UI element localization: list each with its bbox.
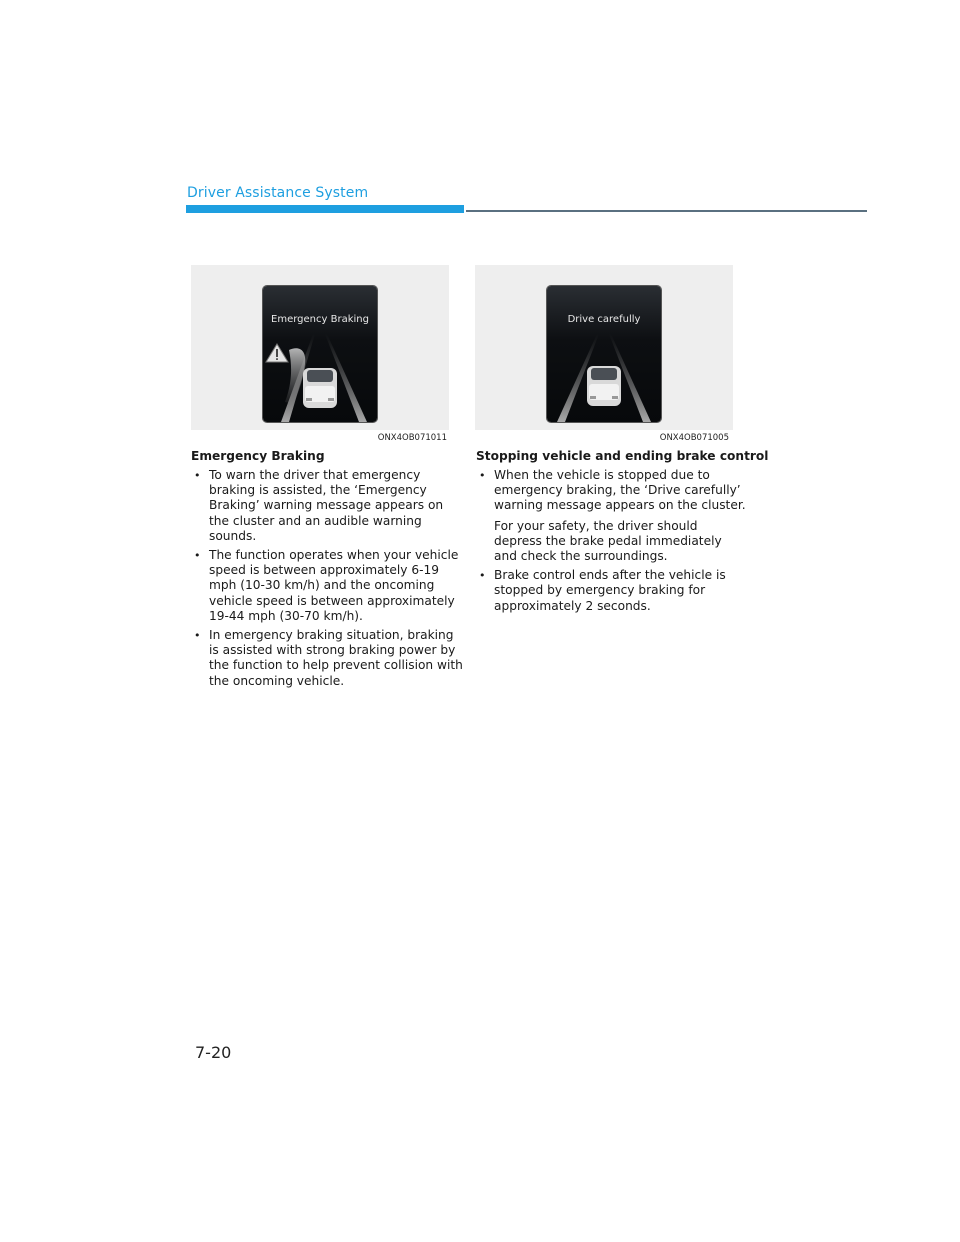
cluster-message: Drive carefully	[567, 314, 641, 325]
page-number: 7-20	[195, 1043, 232, 1062]
bullet-icon: •	[479, 569, 486, 583]
figure-drive-carefully	[475, 265, 733, 430]
list-item-text: To warn the driver that emergency braking is assisted, the ‘Emergency Braking’ warning message appears on the cluster and an audible warning sounds.	[209, 468, 444, 543]
header-rule	[466, 210, 867, 212]
list-item	[476, 568, 748, 614]
warning-triangle-icon	[266, 344, 288, 362]
list-item-text: The function operates when your vehicle speed is between approximately 6-19 mph (10-30 km/h) and the oncoming vehicle speed is between approximately 19-44 mph (30-70 km/h).	[209, 548, 459, 623]
oncoming-vehicle-icon	[285, 348, 305, 404]
list-item	[191, 548, 463, 624]
road-scene	[263, 286, 377, 422]
cluster-display	[547, 286, 661, 422]
figure-code: ONX4OB071011	[377, 433, 447, 443]
bullet-list	[191, 468, 463, 689]
vehicle-icon	[303, 368, 337, 408]
left-column	[191, 448, 463, 693]
header-title: Driver Assistance System	[187, 185, 369, 201]
bullet-icon: •	[194, 629, 201, 643]
list-item	[191, 628, 463, 689]
figure-code: ONX4OB071005	[659, 433, 729, 443]
list-item-text: When the vehicle is stopped due to emergency braking, the ‘Drive carefully’ warning message appears on the cluster.	[494, 468, 746, 513]
road-scene	[547, 286, 661, 422]
list-item-text: In emergency braking situation, braking is assisted with strong braking power by the function to help prevent collision with the oncoming vehicle.	[209, 628, 463, 688]
list-item-note: For your safety, the driver should depress the brake pedal immediately and check the surroundings.	[494, 518, 722, 564]
header-rule-accent	[186, 205, 464, 213]
vehicle-icon	[587, 366, 621, 406]
right-column	[476, 448, 769, 618]
bullet-icon: •	[194, 469, 201, 482]
figure-emergency-braking	[191, 265, 449, 430]
bullet-icon: •	[479, 469, 486, 482]
section-heading: Emergency Braking	[191, 449, 325, 463]
list-item-text: Brake control ends after the vehicle is stopped by emergency braking for approximately 2 seconds.	[494, 568, 726, 613]
list-item	[476, 468, 748, 564]
cluster-display	[263, 286, 377, 422]
list-item	[191, 468, 463, 544]
cluster-message: Emergency Braking	[271, 314, 369, 325]
bullet-icon: •	[194, 549, 201, 563]
bullet-list	[476, 468, 748, 614]
section-heading: Stopping vehicle and ending brake control	[476, 449, 769, 463]
